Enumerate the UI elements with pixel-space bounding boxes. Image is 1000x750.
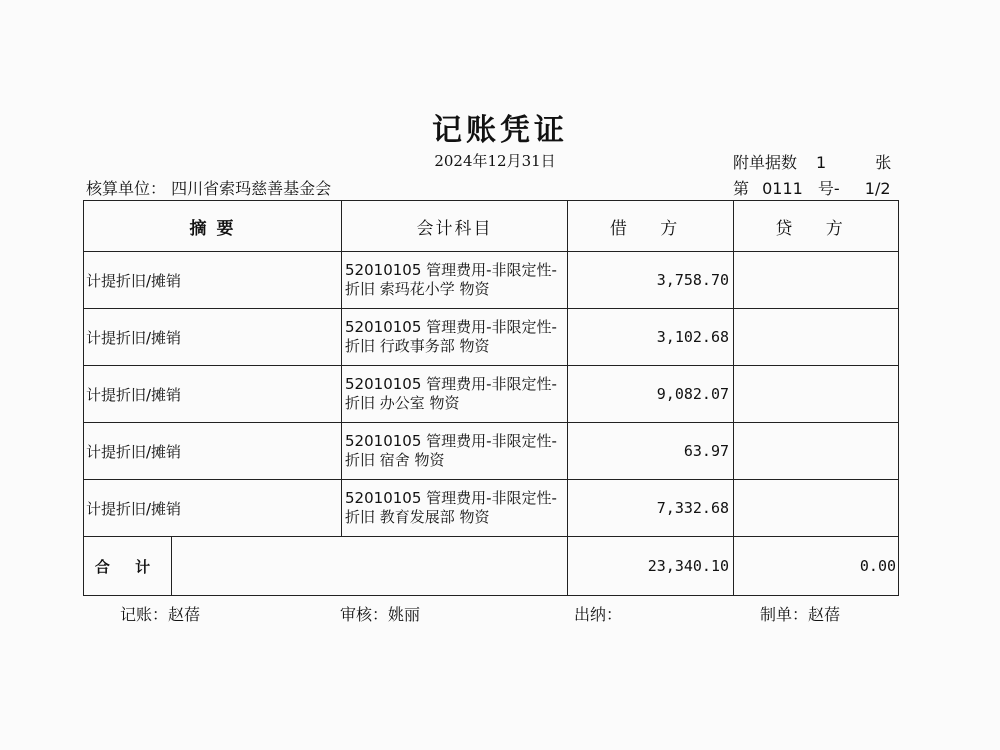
table-row <box>84 309 899 366</box>
row-debit: 3,758.70 <box>568 252 734 309</box>
total-label: 合 计 <box>84 537 172 596</box>
attachments-label: 附单据数 <box>733 153 798 172</box>
unit-name: 四川省索玛慈善基金会 <box>171 179 332 198</box>
account-line1: 52010105 管理费用-非限定性- <box>345 489 557 507</box>
voucher-title: 记账凭证 <box>432 113 568 148</box>
header-summary: 摘 要 <box>84 201 342 252</box>
row-account <box>342 423 568 480</box>
reviewer-signature: 审核：姚丽 <box>340 605 421 624</box>
row-credit <box>734 423 899 480</box>
account-line1: 52010105 管理费用-非限定性- <box>345 261 557 279</box>
account-line2: 折旧 教育发展部 物资 <box>345 508 490 526</box>
row-account <box>342 366 568 423</box>
row-debit: 63.97 <box>568 423 734 480</box>
account-line1: 52010105 管理费用-非限定性- <box>345 318 557 336</box>
row-credit <box>734 309 899 366</box>
table-row <box>84 480 899 537</box>
row-debit: 9,082.07 <box>568 366 734 423</box>
header-account: 会计科目 <box>342 201 568 252</box>
row-account <box>342 309 568 366</box>
header-debit: 借 方 <box>568 201 734 252</box>
total-debit: 23,340.10 <box>568 537 734 596</box>
account-line2: 折旧 办公室 物资 <box>345 394 460 412</box>
number-value: 0111 <box>762 179 803 198</box>
row-account <box>342 252 568 309</box>
account-line2: 折旧 行政事务部 物资 <box>345 337 490 355</box>
account-line1: 52010105 管理费用-非限定性- <box>345 432 557 450</box>
number-prefix: 第 <box>733 179 750 198</box>
row-summary: 计提折旧/摊销 <box>84 423 342 480</box>
row-credit <box>734 480 899 537</box>
cashier-signature: 出纳： <box>574 605 623 624</box>
row-summary: 计提折旧/摊销 <box>84 309 342 366</box>
row-credit <box>734 366 899 423</box>
number-suffix: 号- <box>817 179 840 198</box>
voucher-table <box>83 200 899 596</box>
voucher-date: 2024年12月31日 <box>434 152 556 170</box>
preparer-signature: 制单：赵蓓 <box>760 605 841 624</box>
account-line2: 折旧 宿舍 物资 <box>345 451 445 469</box>
attachments-count: 1 <box>816 153 827 172</box>
attachments-info <box>733 150 891 173</box>
page-indicator: 1/2 <box>864 179 891 198</box>
table-row <box>84 366 899 423</box>
accounting-unit <box>86 176 331 199</box>
total-row <box>84 537 899 596</box>
row-summary: 计提折旧/摊销 <box>84 366 342 423</box>
row-debit: 7,332.68 <box>568 480 734 537</box>
account-line1: 52010105 管理费用-非限定性- <box>345 375 557 393</box>
row-account <box>342 480 568 537</box>
voucher-number <box>733 176 891 199</box>
total-credit: 0.00 <box>734 537 899 596</box>
row-summary: 计提折旧/摊销 <box>84 480 342 537</box>
total-blank <box>172 537 568 596</box>
attachments-unit: 张 <box>875 153 892 172</box>
row-credit <box>734 252 899 309</box>
row-summary: 计提折旧/摊销 <box>84 252 342 309</box>
account-line2: 折旧 索玛花小学 物资 <box>345 280 490 298</box>
table-row <box>84 423 899 480</box>
table-row <box>84 252 899 309</box>
row-debit: 3,102.68 <box>568 309 734 366</box>
unit-label: 核算单位： <box>86 179 167 198</box>
table-header-row <box>84 201 899 252</box>
bookkeeper-signature: 记账：赵蓓 <box>120 605 201 624</box>
header-credit: 贷 方 <box>734 201 899 252</box>
